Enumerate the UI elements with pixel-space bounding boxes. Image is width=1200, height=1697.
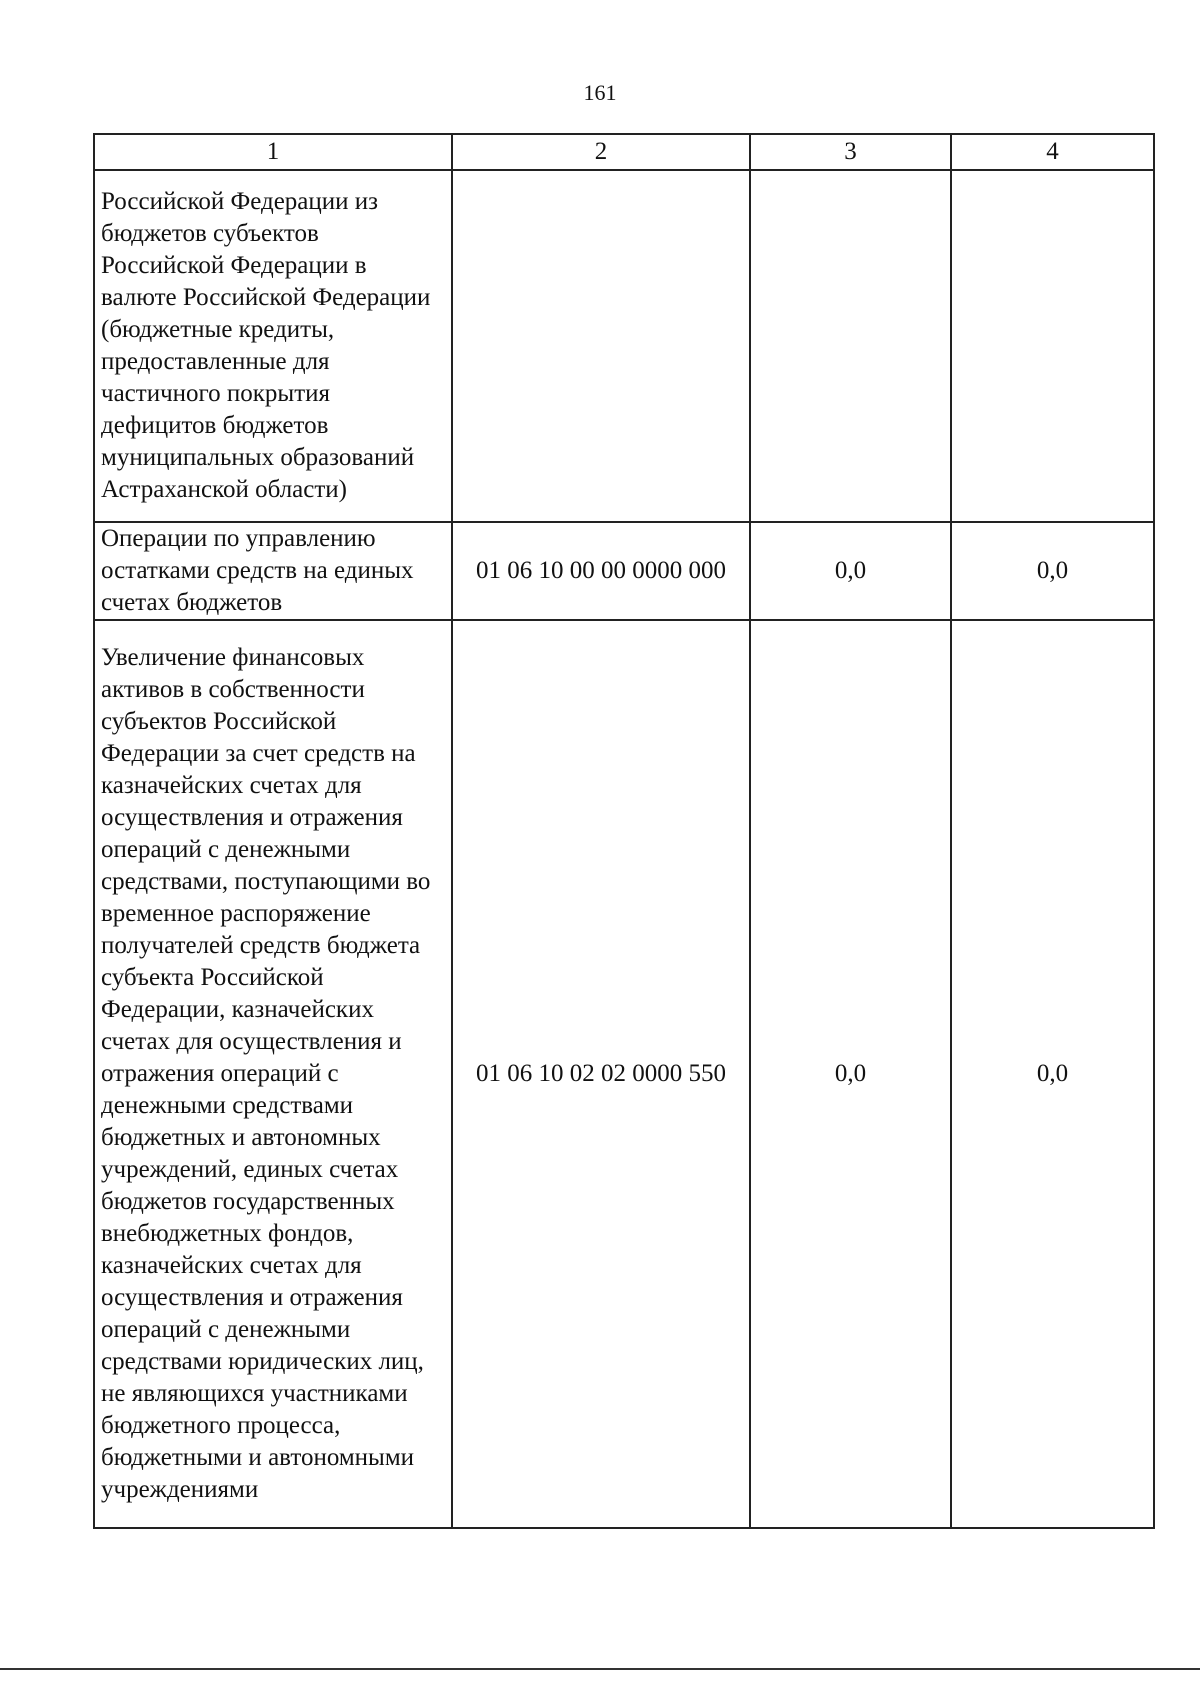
page-number: 161 bbox=[583, 80, 617, 105]
budget-sources-table bbox=[93, 133, 1155, 1529]
row-value-col4: 0,0 bbox=[951, 620, 1154, 1528]
column-header-3: 3 bbox=[750, 134, 951, 170]
row-value-col4 bbox=[951, 170, 1154, 522]
row-code: 01 06 10 00 00 0000 000 bbox=[452, 522, 750, 620]
table-header-row bbox=[94, 134, 1154, 170]
column-header-2: 2 bbox=[452, 134, 750, 170]
row-value-col4: 0,0 bbox=[951, 522, 1154, 620]
row-description: Операции по управлению остатками средств на единых счетах бюджетов bbox=[94, 522, 452, 620]
table-row bbox=[94, 522, 1154, 620]
row-value-col3: 0,0 bbox=[750, 522, 951, 620]
row-code bbox=[452, 170, 750, 522]
row-value-col3: 0,0 bbox=[750, 620, 951, 1528]
footer-rule bbox=[0, 1668, 1200, 1670]
column-header-1: 1 bbox=[94, 134, 452, 170]
row-value-col3 bbox=[750, 170, 951, 522]
column-header-4: 4 bbox=[951, 134, 1154, 170]
row-description: Российской Федерации из бюджетов субъектов Российской Федерации в валюте Российской Федерации (бюджетные кредиты, предоставленные для частичного покрытия дефицитов бюджетов муниципальных образований Астраханской области) bbox=[94, 170, 452, 522]
table-row bbox=[94, 170, 1154, 522]
row-code: 01 06 10 02 02 0000 550 bbox=[452, 620, 750, 1528]
row-description: Увеличение финансовых активов в собственности субъектов Российской Федерации за счет средств на казначейских счетах для осуществления и отражения операций с денежными средствами, поступающими во временное распоряжение получателей средств бюджета субъекта Российской Федерации, казначейских счетах для осуществления и отражения операций с денежными средствами бюджетных и автономных учреждений, единых счетах бюджетов государственных внебюджетных фондов, казначейских счетах для осуществления и отражения операций с денежными средствами юридических лиц, не являющихся участниками бюджетного процесса, бюджетными и автономными учреждениями bbox=[94, 620, 452, 1528]
table-row bbox=[94, 620, 1154, 1528]
